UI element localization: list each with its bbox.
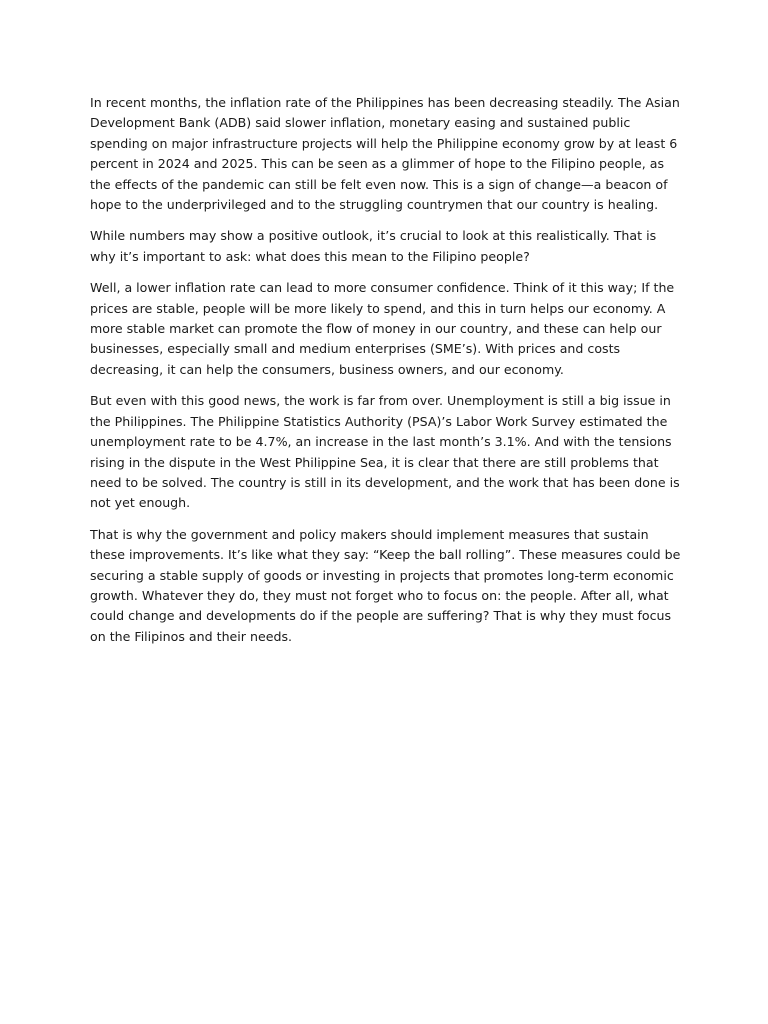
paragraph-1: In recent months, the inflation rate of the Philippines has been decreasing steadily. The Asian Development Bank (ADB) said slower inflation, monetary easing and sustained public spending on major infrastructure projects will help the Philippine economy grow by at least 6 percent in 2024 and 2025. This can be seen as a glimmer of hope to the Filipino people, as the effects of the pandemic can still be felt even now. This is a sign of change—a beacon of hope to the underprivileged and to the struggling countrymen that our country is healing. xyxy=(90,95,680,213)
paragraph-3: Well, a lower inflation rate can lead to more consumer confidence. Think of it this way; If the prices are stable, people will be more likely to spend, and this in turn helps our economy. A more stable market can promote the flow of money in our country, and these can help our businesses, especially small and medium enterprises (SME’s). With prices and costs decreasing, it can help the consumers, business owners, and our economy. xyxy=(90,280,675,377)
paragraph-4: But even with this good news, the work is far from over. Unemployment is still a big issue in the Philippines. The Philippine Statistics Authority (PSA)’s Labor Work Survey estimated the unemployment rate to be 4.7%, an increase in the last month’s 3.1%. And with the tensions rising in the dispute in the West Philippine Sea, it is clear that there are still problems that need to be solved. The country is still in its development, and the work that has been done is not yet enough. xyxy=(90,393,680,511)
document-body xyxy=(90,93,682,658)
paragraph-5: That is why the government and policy makers should implement measures that sustain these improvements. It’s like what they say: “Keep the ball rolling”. These measures could be securing a stable supply of goods or investing in projects that promotes long-term economic growth. Whatever they do, they must not forget who to focus on: the people. After all, what could change and developments do if the people are suffering? That is why they must focus on the Filipinos and their needs. xyxy=(90,526,681,644)
paragraph-2: While numbers may show a positive outlook, it’s crucial to look at this realistically. That is why it’s important to ask: what does this mean to the Filipino people? xyxy=(90,228,657,264)
